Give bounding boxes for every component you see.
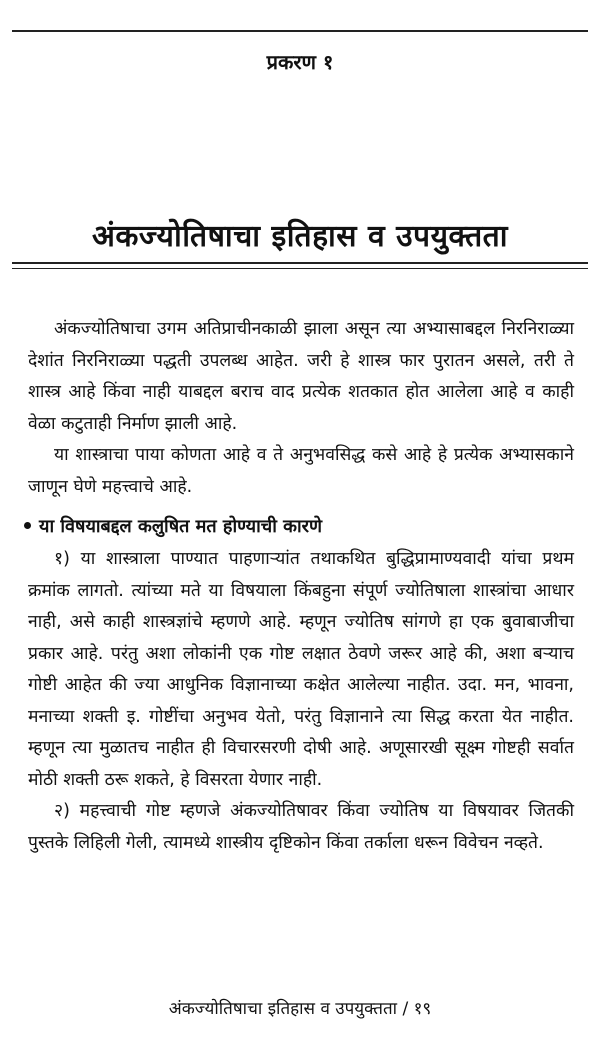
title-rule-thick [12,262,588,264]
top-rule [12,30,588,32]
page-footer: अंकज्योतिषाचा इतिहास व उपयुक्तता / १९ [168,999,432,1019]
chapter-title: अंकज्योतिषाचा इतिहास व उपयुक्तता [91,219,509,254]
title-rule-thin [12,268,588,269]
paragraph: या शास्त्राचा पाया कोणता आहे व ते अनुभवसिद्ध कसे आहे हे प्रत्येक अभ्यासकाने जाणून घेणे महत्त्वाचे आहे. [28,445,574,497]
section-heading-text: या विषयाबद्दल कलुषित मत होण्याची कारणे [39,516,323,537]
paragraph: अंकज्योतिषाचा उगम अतिप्राचीनकाळी झाला असून त्या अभ्यासाबद्दल निरनिराळ्या देशांत निरनिराळ्या पद्धती उपलब्ध आहेत. जरी हे शास्त्र फार पुरातन असले, तरी ते शास्त्र आहे किंवा नाही याबद्दल बराच वाद प्रत्येक शतकात होत आलेला आहे व काही वेळा कटुताही निर्माण झाली आहे. [28,319,574,434]
point-paragraph: १) या शास्त्राला पाण्यात पाहणाऱ्यांत तथाकथित बुद्धिप्रामाण्यवादी यांचा प्रथम क्रमांक लागतो. त्यांच्या मते या विषयाला किंबहुना संपूर्ण ज्योतिषाला शास्त्रांचा आधार नाही, असे काही शास्त्रज्ञांचे म्हणणे आहे. म्हणून ज्योतिष सांगणे हा एक बुवाबाजीचा प्रकार आहे. परंतु अशा लोकांनी एक गोष्ट लक्षात ठेवणे जरूर आहे की, अशा बऱ्याच गोष्टी आहेत की ज्या आधुनिक विज्ञानाच्या कक्षेत आलेल्या नाहीत. उदा. मन, भावना, मनाच्या शक्ती इ. गोष्टींचा अनुभव येतो, परंतु विज्ञानाने त्या सिद्ध करता येत नाहीत. म्हणून त्या मुळातच नाहीत ही विचारसरणी दोषी आहे. अणूसारखी सूक्ष्म गोष्टही सर्वात मोठी शक्ती ठरू शकते, हे विसरता येणार नाही. [28,549,574,790]
bullet-icon [24,522,31,529]
point-paragraph: २) महत्त्वाची गोष्ट म्हणजे अंकज्योतिषावर किंवा ज्योतिष या विषयावर जितकी पुस्तके लिहिली गेली, त्यामध्ये शास्त्रीय दृष्टिकोन किंवा तर्काला धरून विवेचन नव्हते. [28,801,574,853]
body-text [28,314,574,859]
section-heading [24,511,574,542]
chapter-label: प्रकरण १ [266,50,334,74]
